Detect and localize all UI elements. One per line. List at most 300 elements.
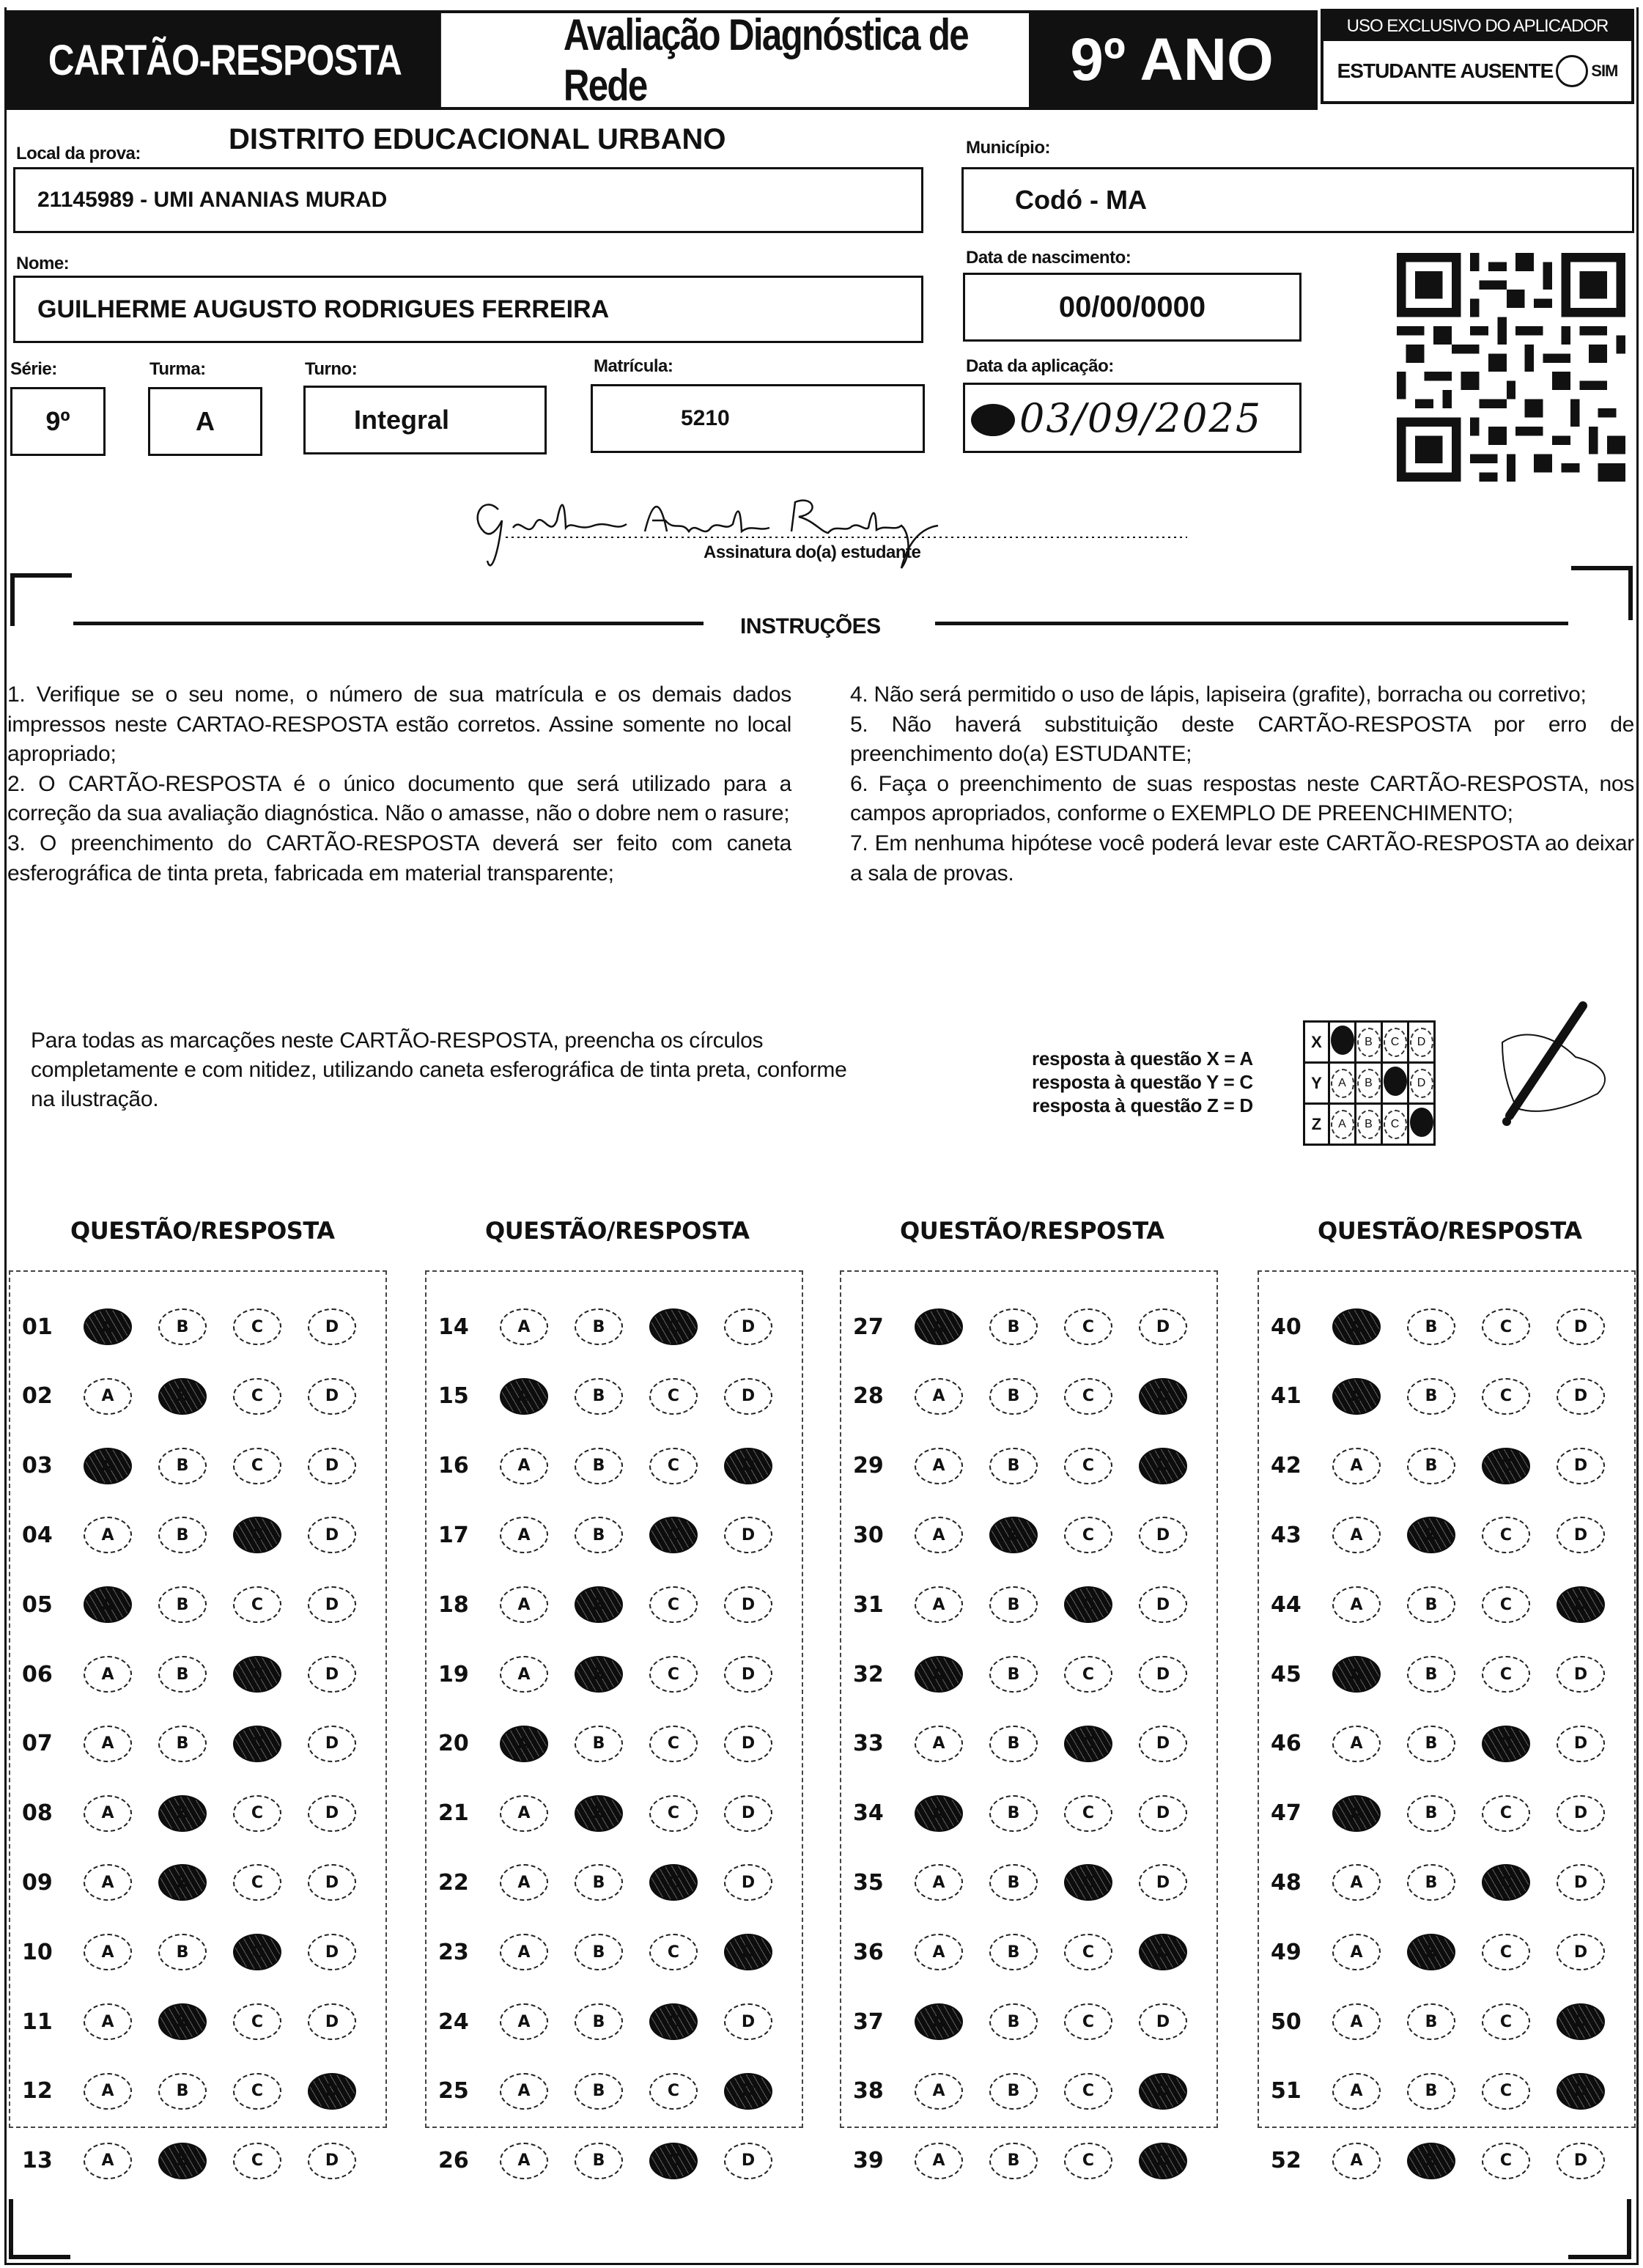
answer-bubble-20-d[interactable]: D <box>724 1726 772 1762</box>
answer-bubble-32-c[interactable]: C <box>1064 1656 1112 1693</box>
answer-bubble-25-d[interactable]: D <box>724 2073 772 2110</box>
answer-bubble-18-d[interactable]: D <box>724 1586 772 1623</box>
nascimento-label: Data de nascimento: <box>966 248 1131 268</box>
question-row-25 <box>427 2066 802 2117</box>
answer-bubble-51-d[interactable]: D <box>1557 2073 1605 2110</box>
answer-bubble-12-c[interactable]: C <box>233 2073 281 2110</box>
answer-bubble-09-c[interactable]: C <box>233 1864 281 1901</box>
instructions-rule-left <box>73 622 704 625</box>
absent-bubble[interactable] <box>1556 55 1588 87</box>
answer-bubble-29-a[interactable]: A <box>915 1448 963 1484</box>
answer-bubble-34-a[interactable]: A <box>915 1795 963 1832</box>
answer-bubble-44-a[interactable]: A <box>1332 1586 1381 1623</box>
answer-bubble-18-a[interactable]: A <box>500 1586 548 1623</box>
answer-bubble-48-a[interactable]: A <box>1332 1864 1381 1901</box>
answer-bubble-02-b[interactable]: B <box>158 1378 207 1415</box>
answer-bubble-44-d[interactable]: D <box>1557 1586 1605 1623</box>
answer-bubble-22-b[interactable]: B <box>575 1864 623 1901</box>
answer-bubble-16-b[interactable]: B <box>575 1448 623 1484</box>
question-row-22 <box>427 1857 802 1908</box>
answer-bubble-46-b[interactable]: B <box>1407 1726 1455 1762</box>
answer-bubble-13-a[interactable]: A <box>84 2143 132 2179</box>
example-bubble-b: B <box>1357 1110 1381 1139</box>
answer-bubble-09-a[interactable]: A <box>84 1864 132 1901</box>
answer-bubble-21-d[interactable]: D <box>724 1795 772 1832</box>
answer-bubble-45-c[interactable]: C <box>1482 1656 1530 1693</box>
question-number: 48 <box>1271 1869 1302 1896</box>
answer-bubble-46-c[interactable]: C <box>1482 1726 1530 1762</box>
answer-bubble-14-c[interactable]: C <box>649 1308 698 1345</box>
question-number: 24 <box>438 2009 469 2035</box>
answer-bubble-38-b[interactable]: B <box>989 2073 1038 2110</box>
answer-bubble-06-d[interactable]: D <box>308 1656 356 1693</box>
question-row-41 <box>1259 1371 1634 1422</box>
answer-bubble-19-d[interactable]: D <box>724 1656 772 1693</box>
municipio-field: Codó - MA <box>961 167 1634 233</box>
answer-bubble-08-a[interactable]: A <box>84 1795 132 1832</box>
answer-bubble-40-d[interactable]: D <box>1557 1308 1605 1345</box>
question-row-24 <box>427 1996 802 2047</box>
answer-bubble-05-d[interactable]: D <box>308 1586 356 1623</box>
question-number: 51 <box>1271 2078 1302 2105</box>
answer-bubble-33-c[interactable]: C <box>1064 1726 1112 1762</box>
question-row-52 <box>1259 2135 1634 2187</box>
answer-bubble-26-a[interactable]: A <box>500 2143 548 2179</box>
answer-bubble-18-b[interactable]: B <box>575 1586 623 1623</box>
question-row-05 <box>10 1579 385 1630</box>
answer-bubble-10-d[interactable]: D <box>308 1934 356 1970</box>
question-row-43 <box>1259 1509 1634 1561</box>
answer-bubble-39-a[interactable]: A <box>915 2143 963 2179</box>
answer-grid-column-1 <box>9 1270 387 2174</box>
answer-bubble-24-d[interactable]: D <box>724 2003 772 2040</box>
answer-bubble-04-c[interactable]: C <box>233 1517 281 1553</box>
answer-grid-column-4 <box>1258 1270 1636 2174</box>
answer-bubble-07-b[interactable]: B <box>158 1726 207 1762</box>
answer-bubble-42-c[interactable]: C <box>1482 1448 1530 1484</box>
answer-column-header: QUESTÃO/RESPOSTA <box>900 1217 1164 1245</box>
answer-bubble-40-c[interactable]: C <box>1482 1308 1530 1345</box>
question-number: 13 <box>22 2148 53 2174</box>
answer-bubble-35-c[interactable]: C <box>1064 1864 1112 1901</box>
answer-bubble-50-d[interactable]: D <box>1557 2003 1605 2040</box>
answer-bubble-16-d[interactable]: D <box>724 1448 772 1484</box>
answer-bubble-05-b[interactable]: B <box>158 1586 207 1623</box>
question-number: 38 <box>853 2078 884 2105</box>
corner-mark-bottom-left-v <box>9 2199 13 2259</box>
applicator-box <box>1321 9 1634 104</box>
answer-bubble-41-a[interactable]: A <box>1332 1378 1381 1415</box>
answer-bubble-29-b[interactable]: B <box>989 1448 1038 1484</box>
answer-bubble-52-d[interactable]: D <box>1557 2143 1605 2179</box>
answer-bubble-17-c[interactable]: C <box>649 1517 698 1553</box>
example-row <box>1304 1063 1435 1104</box>
answer-bubble-36-d[interactable]: D <box>1139 1934 1187 1970</box>
answer-bubble-04-d[interactable]: D <box>308 1517 356 1553</box>
question-number: 22 <box>438 1869 469 1896</box>
answer-bubble-36-c[interactable]: C <box>1064 1934 1112 1970</box>
answer-bubble-43-d[interactable]: D <box>1557 1517 1605 1553</box>
question-row-36 <box>841 1926 1216 1978</box>
instruction-item: 6. Faça o preenchimento de suas respostas neste CARTÃO-RESPOSTA, nos campos apropriados, conforme o EXEMPLO DE PREENCHIMENTO; <box>850 771 1634 826</box>
answer-bubble-15-c[interactable]: C <box>649 1378 698 1415</box>
answer-bubble-31-b[interactable]: B <box>989 1586 1038 1623</box>
answer-bubble-39-b[interactable]: B <box>989 2143 1038 2179</box>
answer-bubble-43-a[interactable]: A <box>1332 1517 1381 1553</box>
answer-bubble-34-b[interactable]: B <box>989 1795 1038 1832</box>
answer-bubble-26-d[interactable]: D <box>724 2143 772 2179</box>
answer-bubble-14-d[interactable]: D <box>724 1308 772 1345</box>
answer-bubble-46-a[interactable]: A <box>1332 1726 1381 1762</box>
answer-bubble-32-d[interactable]: D <box>1139 1656 1187 1693</box>
question-number: 10 <box>22 1939 53 1965</box>
answer-bubble-37-a[interactable]: A <box>915 2003 963 2040</box>
answer-bubble-27-d[interactable]: D <box>1139 1308 1187 1345</box>
answer-bubble-51-a[interactable]: A <box>1332 2073 1381 2110</box>
answer-bubble-51-c[interactable]: C <box>1482 2073 1530 2110</box>
answer-bubble-52-b[interactable]: B <box>1407 2143 1455 2179</box>
answer-bubble-34-d[interactable]: D <box>1139 1795 1187 1832</box>
question-number: 46 <box>1271 1731 1302 1757</box>
question-number: 50 <box>1271 2009 1302 2035</box>
turma-field: A <box>148 387 262 456</box>
answer-bubble-30-b[interactable]: B <box>989 1517 1038 1553</box>
answer-bubble-08-b[interactable]: B <box>158 1795 207 1832</box>
answer-bubble-34-c[interactable]: C <box>1064 1795 1112 1832</box>
answer-bubble-41-d[interactable]: D <box>1557 1378 1605 1415</box>
answer-bubble-32-b[interactable]: B <box>989 1656 1038 1693</box>
question-row-44 <box>1259 1579 1634 1630</box>
answer-bubble-43-b[interactable]: B <box>1407 1517 1455 1553</box>
question-row-18 <box>427 1579 802 1630</box>
answer-bubble-38-c[interactable]: C <box>1064 2073 1112 2110</box>
answer-bubble-08-c[interactable]: C <box>233 1795 281 1832</box>
answer-bubble-17-b[interactable]: B <box>575 1517 623 1553</box>
question-number: 04 <box>22 1522 53 1548</box>
answer-bubble-21-c[interactable]: C <box>649 1795 698 1832</box>
answer-bubble-16-a[interactable]: A <box>500 1448 548 1484</box>
answer-bubble-18-c[interactable]: C <box>649 1586 698 1623</box>
answer-bubble-02-c[interactable]: C <box>233 1378 281 1415</box>
question-row-11 <box>10 1996 385 2047</box>
question-row-34 <box>841 1788 1216 1839</box>
answer-bubble-13-b[interactable]: B <box>158 2143 207 2179</box>
answer-bubble-35-b[interactable]: B <box>989 1864 1038 1901</box>
question-row-26 <box>427 2135 802 2187</box>
example-question-label: Z <box>1304 1104 1329 1145</box>
question-number: 32 <box>853 1661 884 1687</box>
answer-bubble-14-a[interactable]: A <box>500 1308 548 1345</box>
answer-bubble-47-a[interactable]: A <box>1332 1795 1381 1832</box>
answer-bubble-06-a[interactable]: A <box>84 1656 132 1693</box>
hand-with-pen-icon <box>1458 998 1620 1145</box>
answer-bubble-46-d[interactable]: D <box>1557 1726 1605 1762</box>
answer-bubble-08-d[interactable]: D <box>308 1795 356 1832</box>
answer-bubble-24-b[interactable]: B <box>575 2003 623 2040</box>
answer-bubble-02-d[interactable]: D <box>308 1378 356 1415</box>
answer-bubble-45-b[interactable]: B <box>1407 1656 1455 1693</box>
question-number: 47 <box>1271 1800 1302 1827</box>
answer-bubble-01-c[interactable]: C <box>233 1308 281 1345</box>
answer-bubble-28-b[interactable]: B <box>989 1378 1038 1415</box>
answer-bubble-47-d[interactable]: D <box>1557 1795 1605 1832</box>
answer-bubble-48-b[interactable]: B <box>1407 1864 1455 1901</box>
answer-bubble-45-a[interactable]: A <box>1332 1656 1381 1693</box>
instruction-item: 5. Não haverá substituição deste CARTÃO-RESPOSTA por erro de preenchimento do(a) ESTUDANTE; <box>850 712 1634 767</box>
answer-bubble-20-c[interactable]: C <box>649 1726 698 1762</box>
answer-bubble-04-b[interactable]: B <box>158 1517 207 1553</box>
answer-bubble-27-c[interactable]: C <box>1064 1308 1112 1345</box>
fill-instructions: Para todas as marcações neste CARTÃO-RESPOSTA, preencha os círculos completamente e com nitidez, utilizando caneta esferográfica de tinta preta, conforme na ilustração. <box>31 1028 847 1111</box>
answer-bubble-52-c[interactable]: C <box>1482 2143 1530 2179</box>
answer-bubble-25-a[interactable]: A <box>500 2073 548 2110</box>
answer-bubble-50-a[interactable]: A <box>1332 2003 1381 2040</box>
answer-bubble-12-b[interactable]: B <box>158 2073 207 2110</box>
answer-bubble-41-b[interactable]: B <box>1407 1378 1455 1415</box>
answer-bubble-09-d[interactable]: D <box>308 1864 356 1901</box>
question-number: 21 <box>438 1800 469 1827</box>
question-number: 49 <box>1271 1939 1302 1965</box>
answer-bubble-26-b[interactable]: B <box>575 2143 623 2179</box>
question-number: 41 <box>1271 1383 1302 1410</box>
corner-mark-top-left <box>10 573 72 578</box>
answer-bubble-33-d[interactable]: D <box>1139 1726 1187 1762</box>
answer-column-header: QUESTÃO/RESPOSTA <box>485 1217 750 1245</box>
answer-bubble-25-b[interactable]: B <box>575 2073 623 2110</box>
answer-bubble-31-d[interactable]: D <box>1139 1586 1187 1623</box>
question-number: 33 <box>853 1731 884 1757</box>
answer-bubble-01-d[interactable]: D <box>308 1308 356 1345</box>
answer-bubble-17-d[interactable]: D <box>724 1517 772 1553</box>
answer-bubble-10-c[interactable]: C <box>233 1934 281 1970</box>
turno-field: Integral <box>303 386 547 454</box>
answer-bubble-38-d[interactable]: D <box>1139 2073 1187 2110</box>
answer-bubble-33-b[interactable]: B <box>989 1726 1038 1762</box>
answer-bubble-30-c[interactable]: C <box>1064 1517 1112 1553</box>
question-row-15 <box>427 1371 802 1422</box>
question-row-19 <box>427 1649 802 1700</box>
question-number: 06 <box>22 1661 53 1687</box>
answer-bubble-03-a[interactable]: A <box>84 1448 132 1484</box>
answer-bubble-35-a[interactable]: A <box>915 1864 963 1901</box>
answer-bubble-14-b[interactable]: B <box>575 1308 623 1345</box>
answer-bubble-47-b[interactable]: B <box>1407 1795 1455 1832</box>
question-row-02 <box>10 1371 385 1422</box>
answer-bubble-19-c[interactable]: C <box>649 1656 698 1693</box>
question-row-09 <box>10 1857 385 1908</box>
answer-bubble-15-b[interactable]: B <box>575 1378 623 1415</box>
question-number: 23 <box>438 1939 469 1965</box>
answer-bubble-07-a[interactable]: A <box>84 1726 132 1762</box>
example-bubble-a <box>1331 1026 1354 1055</box>
question-number: 02 <box>22 1383 53 1410</box>
answer-bubble-48-c[interactable]: C <box>1482 1864 1530 1901</box>
answer-bubble-42-a[interactable]: A <box>1332 1448 1381 1484</box>
question-row-47 <box>1259 1788 1634 1839</box>
answer-bubble-52-a[interactable]: A <box>1332 2143 1381 2179</box>
answer-bubble-04-a[interactable]: A <box>84 1517 132 1553</box>
answer-bubble-48-d[interactable]: D <box>1557 1864 1605 1901</box>
instruction-item: 2. O CARTÃO-RESPOSTA é o único documento que será utilizado para a correção da sua avaliação diagnóstica. Não o amasse, não o dobre nem o rasure; <box>7 771 791 826</box>
answer-bubble-26-c[interactable]: C <box>649 2143 698 2179</box>
instruction-item: 4. Não será permitido o uso de lápis, lapiseira (grafite), borracha ou corretivo; <box>850 682 1587 707</box>
answer-bubble-42-d[interactable]: D <box>1557 1448 1605 1484</box>
question-row-20 <box>427 1718 802 1770</box>
answer-bubble-37-d[interactable]: D <box>1139 2003 1187 2040</box>
answer-bubble-27-a[interactable]: A <box>915 1308 963 1345</box>
question-row-38 <box>841 2066 1216 2117</box>
answer-bubble-51-b[interactable]: B <box>1407 2073 1455 2110</box>
answer-bubble-02-a[interactable]: A <box>84 1378 132 1415</box>
answer-bubble-37-b[interactable]: B <box>989 2003 1038 2040</box>
question-row-45 <box>1259 1649 1634 1700</box>
answer-bubble-39-c[interactable]: C <box>1064 2143 1112 2179</box>
answer-bubble-40-b[interactable]: B <box>1407 1308 1455 1345</box>
answer-bubble-05-c[interactable]: C <box>233 1586 281 1623</box>
answer-bubble-24-c[interactable]: C <box>649 2003 698 2040</box>
question-row-30 <box>841 1509 1216 1561</box>
answer-bubble-42-b[interactable]: B <box>1407 1448 1455 1484</box>
answer-bubble-24-a[interactable]: A <box>500 2003 548 2040</box>
answer-bubble-21-a[interactable]: A <box>500 1795 548 1832</box>
answer-bubble-28-a[interactable]: A <box>915 1378 963 1415</box>
answer-bubble-13-c[interactable]: C <box>233 2143 281 2179</box>
answer-bubble-27-b[interactable]: B <box>989 1308 1038 1345</box>
answer-bubble-23-c[interactable]: C <box>649 1934 698 1970</box>
question-row-23 <box>427 1926 802 1978</box>
answer-bubble-17-a[interactable]: A <box>500 1517 548 1553</box>
answer-bubble-44-c[interactable]: C <box>1482 1586 1530 1623</box>
answer-bubble-30-d[interactable]: D <box>1139 1517 1187 1553</box>
example-row <box>1304 1022 1435 1063</box>
question-row-12 <box>10 2066 385 2117</box>
answer-bubble-13-d[interactable]: D <box>308 2143 356 2179</box>
answer-bubble-28-c[interactable]: C <box>1064 1378 1112 1415</box>
answer-bubble-20-a[interactable]: A <box>500 1726 548 1762</box>
answer-bubble-15-a[interactable]: A <box>500 1378 548 1415</box>
example-bubble-d <box>1410 1108 1433 1137</box>
answer-bubble-50-c[interactable]: C <box>1482 2003 1530 2040</box>
answer-bubble-11-b[interactable]: B <box>158 2003 207 2040</box>
answer-bubble-33-a[interactable]: A <box>915 1726 963 1762</box>
answer-bubble-05-a[interactable]: A <box>84 1586 132 1623</box>
question-row-17 <box>427 1509 802 1561</box>
answer-bubble-11-a[interactable]: A <box>84 2003 132 2040</box>
question-row-37 <box>841 1996 1216 2047</box>
answer-bubble-35-d[interactable]: D <box>1139 1864 1187 1901</box>
answer-bubble-47-c[interactable]: C <box>1482 1795 1530 1832</box>
answer-bubble-07-c[interactable]: C <box>233 1726 281 1762</box>
answer-bubble-23-d[interactable]: D <box>724 1934 772 1970</box>
answer-bubble-20-b[interactable]: B <box>575 1726 623 1762</box>
answer-bubble-39-d[interactable]: D <box>1139 2143 1187 2179</box>
answer-bubble-31-a[interactable]: A <box>915 1586 963 1623</box>
answer-bubble-36-a[interactable]: A <box>915 1934 963 1970</box>
question-number: 43 <box>1271 1522 1302 1548</box>
answer-bubble-38-a[interactable]: A <box>915 2073 963 2110</box>
answer-bubble-01-b[interactable]: B <box>158 1308 207 1345</box>
answer-bubble-31-c[interactable]: C <box>1064 1586 1112 1623</box>
answer-bubble-44-b[interactable]: B <box>1407 1586 1455 1623</box>
question-row-39 <box>841 2135 1216 2187</box>
answer-bubble-22-a[interactable]: A <box>500 1864 548 1901</box>
answer-bubble-19-b[interactable]: B <box>575 1656 623 1693</box>
answer-bubble-07-d[interactable]: D <box>308 1726 356 1762</box>
answer-bubble-25-c[interactable]: C <box>649 2073 698 2110</box>
answer-bubble-49-c[interactable]: C <box>1482 1934 1530 1970</box>
answer-bubble-06-b[interactable]: B <box>158 1656 207 1693</box>
question-number: 18 <box>438 1591 469 1618</box>
answer-bubble-16-c[interactable]: C <box>649 1448 698 1484</box>
answer-bubble-11-c[interactable]: C <box>233 2003 281 2040</box>
answer-bubble-30-a[interactable]: A <box>915 1517 963 1553</box>
answer-bubble-03-b[interactable]: B <box>158 1448 207 1484</box>
question-number: 27 <box>853 1314 884 1340</box>
answer-bubble-49-b[interactable]: B <box>1407 1934 1455 1970</box>
example-bubble-b: B <box>1357 1028 1381 1057</box>
answer-bubble-29-c[interactable]: C <box>1064 1448 1112 1484</box>
answer-bubble-22-d[interactable]: D <box>724 1864 772 1901</box>
answer-bubble-03-d[interactable]: D <box>308 1448 356 1484</box>
answer-bubble-23-b[interactable]: B <box>575 1934 623 1970</box>
district-name: DISTRITO EDUCACIONAL URBANO <box>229 123 726 155</box>
answer-bubble-09-b[interactable]: B <box>158 1864 207 1901</box>
answer-bubble-01-a[interactable]: A <box>84 1308 132 1345</box>
answer-bubble-49-a[interactable]: A <box>1332 1934 1381 1970</box>
answer-bubble-40-a[interactable]: A <box>1332 1308 1381 1345</box>
answer-bubble-19-a[interactable]: A <box>500 1656 548 1693</box>
answer-bubble-36-b[interactable]: B <box>989 1934 1038 1970</box>
answer-bubble-37-c[interactable]: C <box>1064 2003 1112 2040</box>
answer-bubble-50-b[interactable]: B <box>1407 2003 1455 2040</box>
answer-bubble-22-c[interactable]: C <box>649 1864 698 1901</box>
answer-bubble-21-b[interactable]: B <box>575 1795 623 1832</box>
answer-bubble-10-a[interactable]: A <box>84 1934 132 1970</box>
answer-bubble-12-a[interactable]: A <box>84 2073 132 2110</box>
corner-mark-top-right-v <box>1628 566 1633 620</box>
answer-bubble-15-d[interactable]: D <box>724 1378 772 1415</box>
scribble-mark-icon <box>968 400 1019 441</box>
answer-bubble-10-b[interactable]: B <box>158 1934 207 1970</box>
answer-bubble-29-d[interactable]: D <box>1139 1448 1187 1484</box>
question-number: 15 <box>438 1383 469 1410</box>
instructions-right-column <box>850 680 1634 888</box>
matricula-field: 5210 <box>591 384 925 453</box>
question-row-04 <box>10 1509 385 1561</box>
answer-bubble-45-d[interactable]: D <box>1557 1656 1605 1693</box>
question-number: 05 <box>22 1591 53 1618</box>
question-number: 12 <box>22 2078 53 2105</box>
answer-bubble-43-c[interactable]: C <box>1482 1517 1530 1553</box>
answer-column-header: QUESTÃO/RESPOSTA <box>70 1217 335 1245</box>
question-row-35 <box>841 1857 1216 1908</box>
answer-bubble-23-a[interactable]: A <box>500 1934 548 1970</box>
applicator-title: USO EXCLUSIVO DO APLICADOR <box>1323 12 1631 41</box>
answer-bubble-11-d[interactable]: D <box>308 2003 356 2040</box>
question-row-48 <box>1259 1857 1634 1908</box>
answer-bubble-28-d[interactable]: D <box>1139 1378 1187 1415</box>
question-number: 31 <box>853 1591 884 1618</box>
answer-bubble-12-d[interactable]: D <box>308 2073 356 2110</box>
signature-label: Assinatura do(a) estudante <box>704 542 921 562</box>
answer-bubble-41-c[interactable]: C <box>1482 1378 1530 1415</box>
answer-bubble-03-c[interactable]: C <box>233 1448 281 1484</box>
question-number: 45 <box>1271 1661 1302 1687</box>
answer-bubble-06-c[interactable]: C <box>233 1656 281 1693</box>
answer-bubble-49-d[interactable]: D <box>1557 1934 1605 1970</box>
answer-bubble-32-a[interactable]: A <box>915 1656 963 1693</box>
example-bubble-d: D <box>1410 1069 1433 1098</box>
